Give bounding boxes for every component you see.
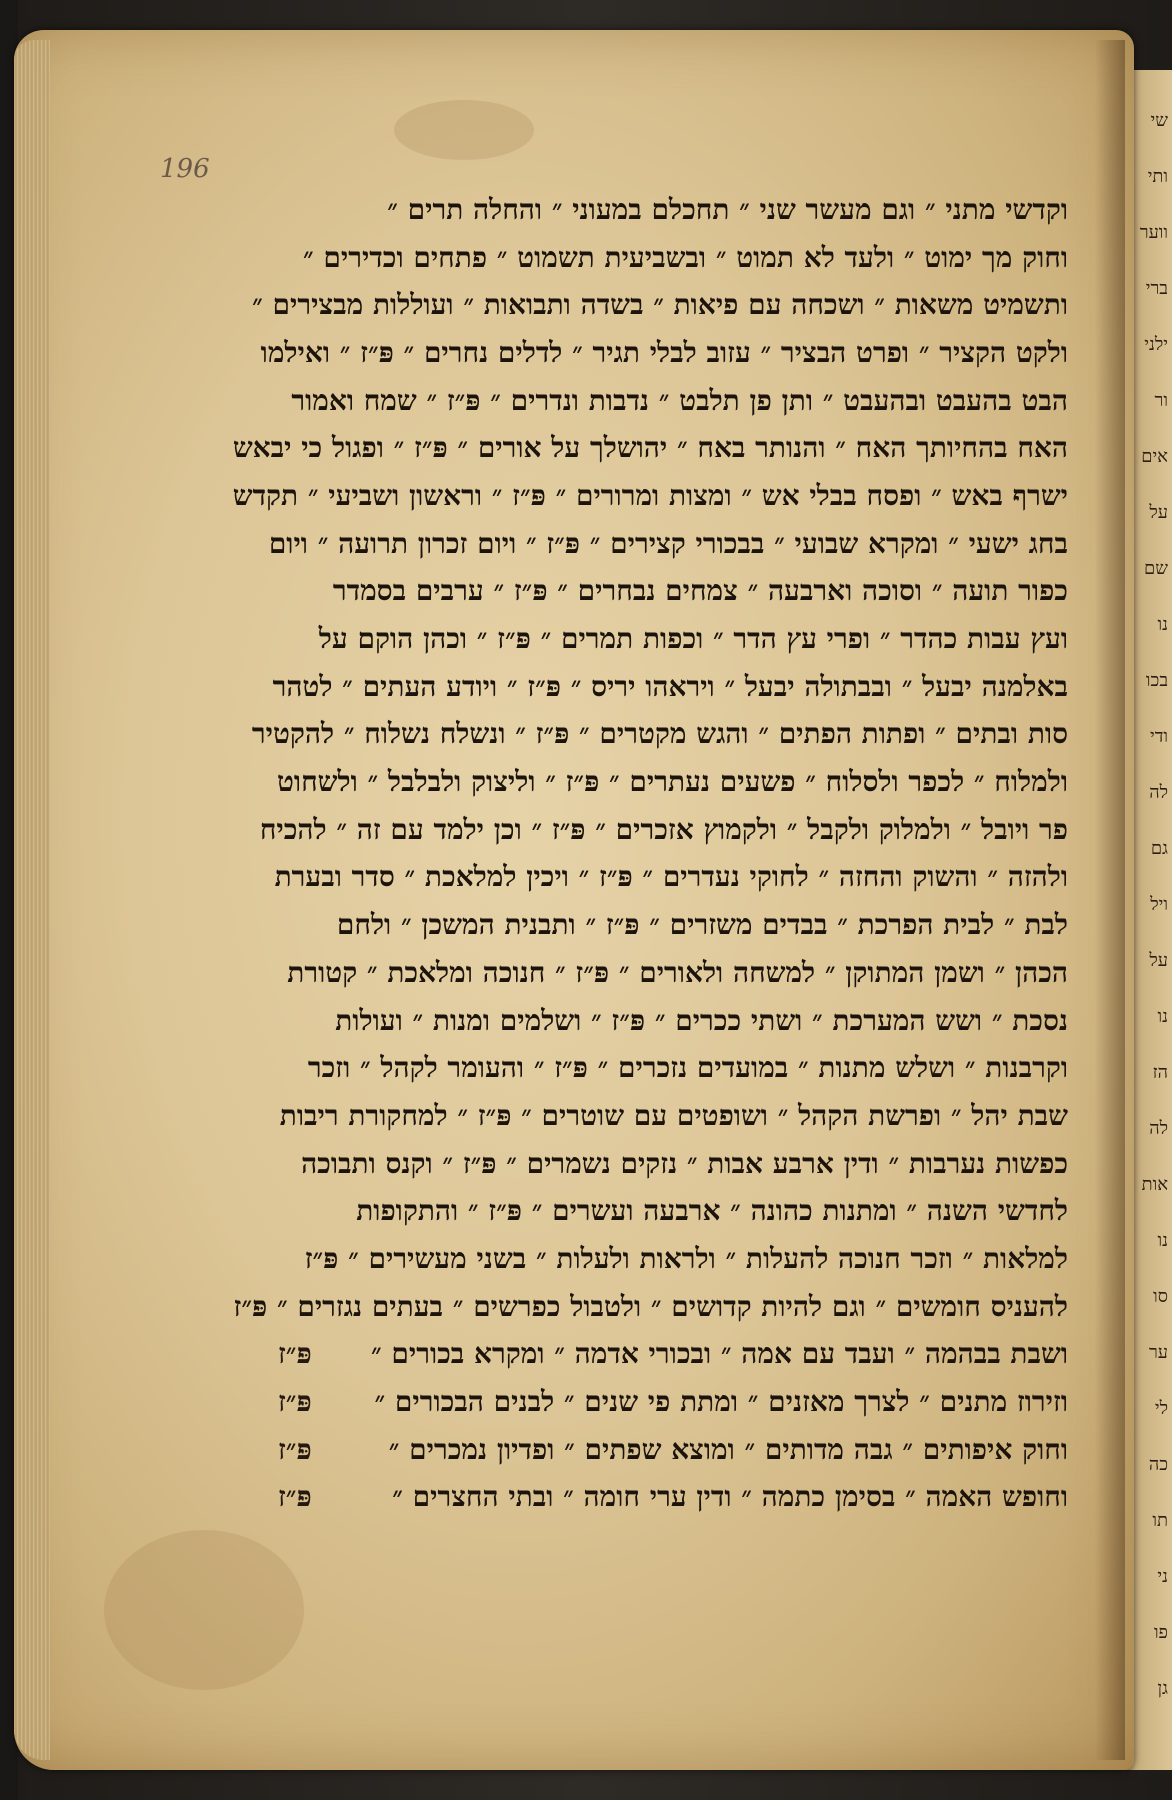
text-line-content: כפור תועה ״ וסוכה וארבעה ״ צמחים נבחרים ״ פּ״ז ״ ערבים בסמדר <box>332 574 1068 608</box>
text-line <box>218 806 1068 854</box>
facing-page-fragment: סו <box>1153 1286 1168 1306</box>
text-line <box>218 758 1068 806</box>
text-line-content: סות ובתים ״ ופתות הפתים ״ והגש מקטרים ״ פּ״ז ״ ונשלח נשלוח ״ להקטיר <box>251 717 1068 751</box>
text-line <box>218 281 1068 329</box>
facing-page-fragment: ילני <box>1144 334 1168 354</box>
text-line <box>218 520 1068 568</box>
text-line-content: ולמלוח ״ לכפר ולסלוח ״ פשעים נעתרים ״ פּ״ז ״ וליצוק ולבלבל ״ ולשחוט <box>277 765 1068 799</box>
text-line-content: ישרף באש ״ ופסח בבלי אש ״ ומצות ומרורים ״ פּ״ז ״ וראשון ושביעי ״ תקדש <box>232 478 1068 512</box>
text-line <box>218 1044 1068 1092</box>
text-line-content: נסכת ״ ושש המערכת ״ ושתי ככרים ״ פּ״ז ״ ושלמים ומנות ״ ועולות <box>335 1003 1068 1037</box>
folio-number: 196 <box>160 154 210 184</box>
text-line <box>218 424 1068 472</box>
facing-page-fragment: ור <box>1154 390 1168 410</box>
text-line <box>218 1092 1068 1140</box>
text-line <box>218 663 1068 711</box>
facing-page-fragment: על <box>1149 502 1168 522</box>
text-line <box>218 1378 1068 1426</box>
facing-page-fragment: גם <box>1150 838 1168 858</box>
text-line-content: האח בהחיותך האח ״ והנותר באח ״ יהושלך על אורים ״ פּ״ז ״ ופגול כי יבאש <box>232 431 1068 465</box>
text-line-content: ולהזה ״ והשוק והחזה ״ לחוקי נעדרים ״ פּ״ז ״ ויכין למלאכת ״ סדר ובערת <box>274 860 1068 894</box>
text-line-content: בחג ישעי ״ ומקרא שבועי ״ בבכורי קצירים ״ פּ״ז ״ ויום זכרון תרועה ״ ויום <box>268 526 1068 560</box>
text-line <box>218 1331 1068 1379</box>
facing-page-fragment: ויל <box>1150 894 1168 914</box>
text-line <box>218 615 1068 663</box>
text-line-content: וחוק איפותים ״ גבה מדותים ״ ומוצא שפתים ״ ופדיון נמכרים ״ <box>388 1432 1068 1466</box>
text-line-content: וקדשי מתני ״ וגם מעשר שני ״ תחכלם במעוני ״ והחלה תרים ״ <box>387 192 1068 226</box>
facing-page-fragment: שם <box>1144 558 1168 578</box>
text-line-content: ותשמיט משאות ״ ושכחה עם פיאות ״ בשדה ותבואות ״ ועוללות מבצירים ״ <box>252 288 1068 322</box>
line-end-marker: פּ״ז <box>278 1432 312 1466</box>
line-end-marker: פּ״ז <box>278 1480 312 1514</box>
facing-page-fragment: לי <box>1154 1398 1168 1418</box>
text-line-content: באלמנה יבעל ״ ובבתולה יבעל ״ ויראהו יריס ״ פּ״ז ״ ויודע העתים ״ לטהר <box>272 669 1068 703</box>
page-stain <box>104 1530 304 1690</box>
facing-page-fragment: שי <box>1150 110 1168 130</box>
text-line <box>218 568 1068 616</box>
text-line-content: למלאות ״ וזכר חנוכה להעלות ״ ולראות ולעלות ״ בשני מעשירים ״ פּ״ז <box>304 1241 1068 1275</box>
text-line <box>218 1283 1068 1331</box>
facing-page-fragment: ודי <box>1150 726 1168 746</box>
line-end-marker: פּ״ז <box>278 1337 312 1371</box>
text-line-content: כפשות נערבות ״ ודין ארבע אבות ״ נזקים נשמרים ״ פּ״ז ״ וקנס ותבוכה <box>301 1146 1068 1180</box>
facing-page-fragment: נו <box>1157 1006 1168 1026</box>
facing-page-fragment: לה <box>1149 782 1168 802</box>
text-line-content: וחופש האמה ״ בסימן כתמה ״ ודין ערי חומה ״ ובתי החצרים ״ <box>392 1480 1068 1514</box>
facing-page-fragment: ותי <box>1147 166 1168 186</box>
facing-page-fragment: נו <box>1157 1230 1168 1250</box>
text-line <box>218 1426 1068 1474</box>
text-line <box>218 377 1068 425</box>
facing-page-fragment: פו <box>1153 1622 1168 1642</box>
text-line-content: הכהן ״ ושמן המתוקן ״ למשחה ולאורים ״ פּ״ז ״ חנוכה ומלאכת ״ קטורת <box>287 955 1068 989</box>
facing-page-fragment: לה <box>1149 1118 1168 1138</box>
text-line <box>218 1187 1068 1235</box>
text-line <box>218 329 1068 377</box>
text-line <box>218 186 1068 234</box>
text-line <box>218 234 1068 282</box>
facing-page-fragment: אות <box>1141 1174 1168 1194</box>
text-line-content: ועץ עבות כהדר ״ ופרי עץ הדר ״ וכפות תמרים ״ פּ״ז ״ וכהן הוקם על <box>318 622 1068 656</box>
text-line <box>218 949 1068 997</box>
facing-page-fragment: הז <box>1152 1062 1168 1082</box>
text-line <box>218 1140 1068 1188</box>
facing-page-fragment: בכו <box>1145 670 1168 690</box>
facing-page-fragment: גן <box>1157 1678 1168 1698</box>
text-line-content: הבט בהעבט ובהעבט ״ ותן פן תלבט ״ נדבות ונדרים ״ פּ״ז ״ שמח ואמור <box>291 383 1068 417</box>
facing-page-fragment: ווער <box>1139 222 1168 242</box>
facing-page-fragment: על <box>1149 950 1168 970</box>
text-line-content: וחוק מך ימוט ״ ולעד לא תמוט ״ ובשביעית תשמוט ״ פתחים וכדירים ״ <box>303 240 1068 274</box>
line-end-marker: פּ״ז <box>278 1385 312 1419</box>
text-line-content: וקרבנות ״ ושלש מתנות ״ במועדים נזכרים ״ פּ״ז ״ והעומר לקהל ״ וזכר <box>307 1051 1068 1085</box>
text-line-content: שבת יהל ״ ופרשת הקהל ״ ושופטים עם שוטרים ״ פּ״ז ״ למחקורת ריבות <box>279 1098 1068 1132</box>
text-line-content: פר ויובל ״ ולמלוק ולקבל ״ ולקמוץ אזכרים ״ פּ״ז ״ וכן ילמד עם זה ״ להכיח <box>259 812 1068 846</box>
text-line <box>218 1235 1068 1283</box>
gutter-shadow <box>1095 40 1125 1760</box>
text-line <box>218 997 1068 1045</box>
facing-page-fragment: תו <box>1152 1510 1168 1530</box>
text-line <box>218 1474 1068 1522</box>
facing-page-fragment: ברי <box>1145 278 1168 298</box>
facing-page-fragment: ער <box>1148 1342 1168 1362</box>
text-line-content: ולקט הקציר ״ ופרט הבציר ״ עזוב לבלי תגיר ״ לדלים נחרים ״ פּ״ז ״ ואילמו <box>260 335 1068 369</box>
text-line-content: להעניס חומשים ״ וגם להיות קדושים ״ ולטבול כפרשים ״ בעתים נגזרים ״ פּ״ז <box>233 1289 1068 1323</box>
text-line <box>218 854 1068 902</box>
facing-page-fragment: ני <box>1157 1566 1168 1586</box>
text-line-content: לחדשי השנה ״ ומתנות כהונה ״ ארבעה ועשרים ״ פּ״ז ״ והתקופות <box>356 1194 1068 1228</box>
facing-page-fragment: אים <box>1141 446 1168 466</box>
text-line <box>218 901 1068 949</box>
text-line <box>218 472 1068 520</box>
page-stain <box>394 100 534 160</box>
facing-page-fragment: נו <box>1157 614 1168 634</box>
text-line-content: וזירוז מתנים ״ לצרך מאזנים ״ ומתת פי שנים ״ לבנים הבכורים ״ <box>374 1385 1068 1419</box>
facing-page-fragment: כה <box>1148 1454 1168 1474</box>
text-line-content: ושבת בבהמה ״ ועבד עם אמה ״ ובכורי אדמה ״ ומקרא בכורים ״ <box>371 1337 1068 1371</box>
text-line-content: לבת ״ לבית הפרכת ״ בבדים משזרים ״ פּ״ז ״ ותבנית המשכן ״ ולחם <box>336 908 1068 942</box>
text-line <box>218 711 1068 759</box>
page-edges <box>14 40 50 1760</box>
hebrew-text-block <box>218 186 1068 1521</box>
